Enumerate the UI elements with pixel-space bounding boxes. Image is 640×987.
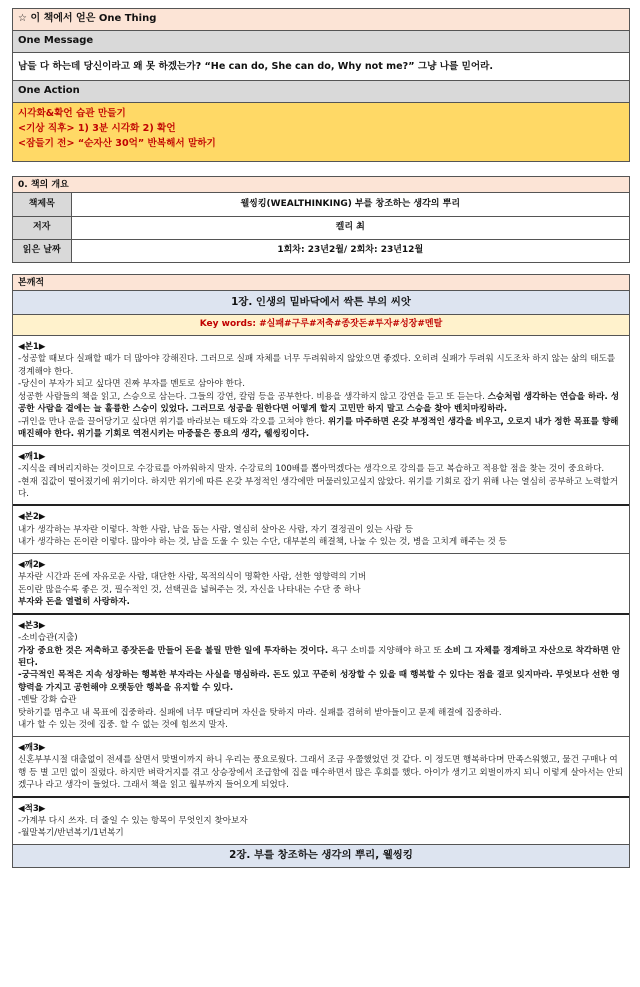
overview-title: 0. 책의 개요 bbox=[13, 177, 629, 193]
block-tag: ◀깨2▶ bbox=[18, 559, 46, 570]
action-line: 시각화&확언 습관 만들기 bbox=[18, 108, 126, 119]
note-line bbox=[18, 416, 624, 441]
note-line: 내가 생각하는 부자란 이렇다. 착한 사람, 남을 돕는 사람, 열심히 살아온 사람, 자기 결정권이 있는 사람 등 bbox=[18, 524, 413, 535]
note-block-bon1 bbox=[13, 336, 629, 446]
note-text-bold: 위기를 마주하면 온갖 부정적인 생각을 비우고, 오로지 내가 정한 목표를 향해 매진해야 한다. 위기를 기회로 역전시키는 마중물은 풍요의 생각, 웰씽킹이다. bbox=[18, 416, 619, 440]
note-line-bold: 부자와 돈을 열렬히 사랑하자. bbox=[18, 597, 130, 608]
note-line: -멘탈 강화 습관 bbox=[18, 695, 77, 706]
note-line: -월말복기/반년복기/1년복기 bbox=[18, 828, 124, 839]
book-title-value: 웰씽킹(WEALTHINKING) 부를 창조하는 생각의 뿌리 bbox=[240, 198, 461, 209]
table-row bbox=[13, 193, 629, 216]
note-line bbox=[18, 645, 624, 670]
read-date-label: 읽은 날짜 bbox=[13, 239, 71, 262]
note-line: -당신이 부자가 되고 싶다면 진짜 부자를 멘토로 삼아야 한다. bbox=[18, 379, 245, 390]
table-row bbox=[13, 239, 629, 262]
one-message-text: 남들 다 하는데 당신이라고 왜 못 하겠는가? “He can do, She can do, Why not me?” 그냥 나를 믿어라. bbox=[13, 53, 629, 81]
author-label: 저자 bbox=[13, 216, 71, 239]
note-text: 욕구 소비를 지양해야 하고 또 bbox=[331, 645, 445, 656]
block-tag: ◀본1▶ bbox=[18, 342, 46, 352]
action-line: <잠들기 전> “순자산 30억” 반복해서 말하기 bbox=[18, 137, 216, 149]
note-text: -귀인을 만나 운을 끌어당기고 싶다면 위기를 바라보는 태도와 각오를 고쳐야 한다. bbox=[18, 416, 328, 427]
note-line: 탓하기를 멈추고 내 목표에 집중하라. 실패에 너무 매달리며 자신을 탓하지 마라. 실패를 겸허히 받아들이고 문제 해결에 집중하라. bbox=[18, 707, 502, 718]
note-line: -지식을 레버리지하는 것이므로 수강료를 아까워하지 말자. 수강료의 100배를 뽑아먹겠다는 생각으로 강의를 듣고 복습하고 적용할 점을 찾는 것이 중요하다. bbox=[18, 464, 605, 475]
author-value: 켈리 최 bbox=[71, 216, 629, 239]
note-block-kkae2 bbox=[13, 554, 629, 615]
note-block-jeok3 bbox=[13, 798, 629, 845]
one-action-body bbox=[13, 103, 629, 161]
table-row bbox=[13, 216, 629, 239]
note-line bbox=[18, 391, 624, 416]
note-line: 내가 생각하는 돈이란 이렇다. 많아야 하는 것, 남을 도울 수 있는 수단, 대부분의 해결책, 나눌 수 있는 것, 병을 고치게 해주는 것 등 bbox=[18, 537, 507, 548]
note-block-kkae1 bbox=[13, 446, 629, 507]
notes-title: 본깨적 bbox=[13, 275, 629, 291]
block-tag: ◀본3▶ bbox=[18, 620, 46, 631]
note-text-bold: 가장 중요한 것은 저축하고 종잣돈을 만들어 돈을 불릴 만한 일에 투자하는 것이다. bbox=[18, 645, 332, 656]
note-text-bold: 소비 그 자체를 경계하고 자산으로 착각하면 안된다. bbox=[18, 645, 621, 668]
note-line: 돈이란 많을수록 좋은 것, 필수적인 것, 선택권을 넓혀주는 것, 자신을 나타내는 수단 중 하나 bbox=[18, 584, 361, 595]
note-line-bold: -궁극적인 목적은 지속 성장하는 행복한 부자라는 사실을 명심하라. 돈도 있고 꾸준히 성장할 수 있을 때 행복할 수 있다는 점을 결코 잊지마라. 무엇보다 선한 영향력을 가지고 공헌해야 오랫동안 행복을 유지할 수 있다. bbox=[18, 670, 620, 693]
chapter-1-heading: 1장. 인생의 밑바닥에서 싹튼 부의 씨앗 bbox=[13, 291, 629, 315]
note-line: -현재 집값이 떨어졌기에 위기이다. 하지만 위기에 따른 온갖 부정적인 생각에만 머물러있고싶지 않았다. 위기를 기회로 잡기 위해 나는 열심히 공부하고 노력할거다. bbox=[18, 476, 619, 499]
note-line: -가계부 다시 쓰자. 더 줄일 수 있는 항목이 무엇인지 찾아보자 bbox=[18, 815, 248, 826]
notes-section bbox=[12, 274, 630, 868]
block-tag: ◀적3▶ bbox=[18, 803, 46, 814]
keywords-line: Key words: #실패#구루#저축#종잣돈#투자#성장#멘탈 bbox=[13, 315, 629, 336]
note-line: 신혼부부시절 대출없이 전세를 살면서 맞벌이까지 하니 우리는 풍요로웠다. 그래서 조금 우쭐했었던 것 같다. 이 정도면 행복하다며 만족스워했고, 물건 구매나 여행 등 별 고민 없이 질렀다. 하지만 벼락거지를 겪고 상승장에서 조급함에 집을 매수하면서 많은 후회를 했다. 아이가 생기고 외벌이까지 되니 이렇게 살아서는 안되겠구나 라고 생각이 들었다. 그래서 책을 읽고 월부까지 들어오게 되었다. bbox=[18, 755, 624, 791]
note-block-bon3 bbox=[13, 615, 629, 737]
note-block-kkae3 bbox=[13, 737, 629, 798]
note-line: 내가 할 수 있는 것에 집중. 할 수 없는 것에 힘쓰지 말자. bbox=[18, 720, 228, 731]
block-tag: ◀깨3▶ bbox=[18, 742, 46, 753]
note-block-bon2 bbox=[13, 506, 629, 553]
note-line: -성공할 때보다 실패할 때가 더 많아야 강해진다. 그러므로 실패 자체를 너무 두려워하지 않았으면 좋겠다. 오히려 실패가 두려워 시도조차 하지 않는 삶의 태도를 경계해야 한다. bbox=[18, 354, 616, 377]
chapter-2-heading: 2장. 부를 창조하는 생각의 뿌리, 웰씽킹 bbox=[13, 845, 629, 867]
block-tag: ◀본2▶ bbox=[18, 512, 46, 523]
read-date-value: 1회차: 23년2월/ 2회차: 23년12월 bbox=[71, 239, 629, 262]
block-tag: ◀깨1▶ bbox=[18, 451, 46, 462]
one-thing-header: ☆ 이 책에서 얻은 One Thing bbox=[13, 9, 629, 31]
overview-table bbox=[13, 193, 629, 262]
overview-section bbox=[12, 176, 630, 263]
note-line: 부자란 시간과 돈에 자유로운 사람, 대단한 사람, 목적의식이 명확한 사람, 선한 영향력의 기버 bbox=[18, 572, 367, 583]
one-message-label: One Message bbox=[13, 31, 629, 53]
note-line: -소비습관(지출) bbox=[18, 633, 78, 644]
book-title-label: 책제목 bbox=[13, 193, 71, 216]
one-action-label: One Action bbox=[13, 81, 629, 103]
note-text-bold: 스승처럼 생각하는 연습을 하라. 성공한 사람을 곁에는 늘 훌륭한 스승이 있었다. 그러므로 성공을 원한다면 어떻게 할지 고민만 하지 말고 스승을 찾아 벤치마킹하라. bbox=[18, 391, 620, 415]
action-line: <기상 직후> 1) 3분 시각화 2) 확언 bbox=[18, 122, 176, 134]
one-thing-section bbox=[12, 8, 630, 162]
note-text: 성공한 사람들의 책을 읽고, 스승으로 삼는다. 그들의 강연, 칼럼 등을 공부한다. 비용을 생각하지 않고 강연을 듣고 또 듣는다. bbox=[18, 391, 488, 402]
